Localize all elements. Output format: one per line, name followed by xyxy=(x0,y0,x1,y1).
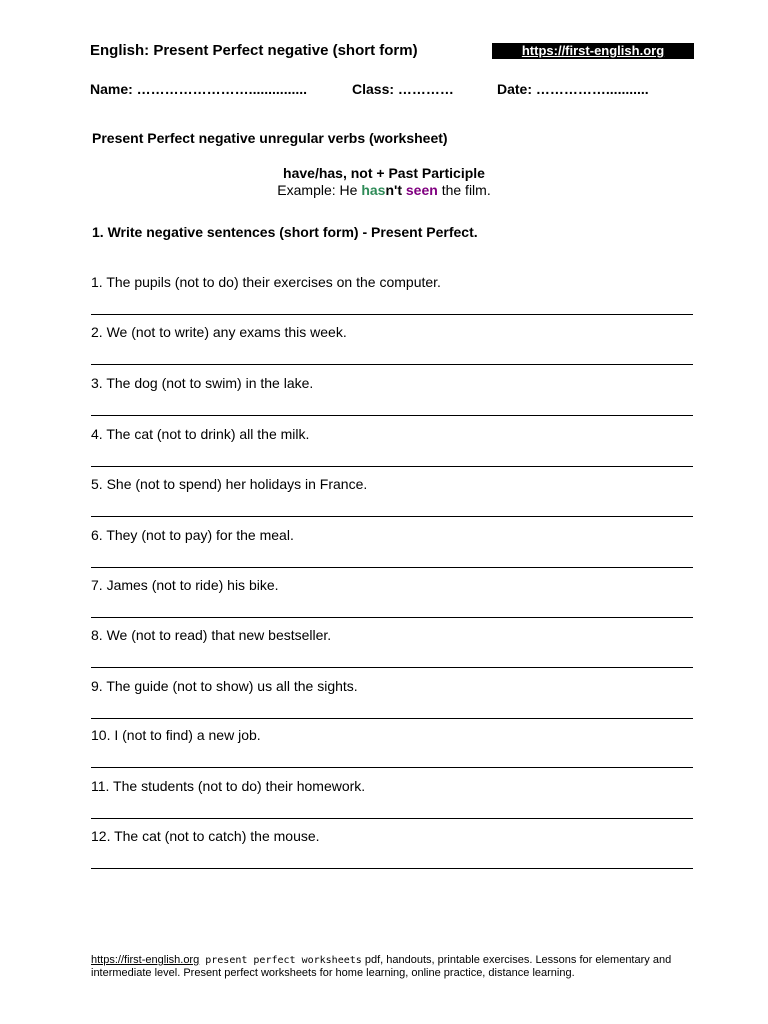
example-negation: n't xyxy=(385,182,402,198)
example-sentence xyxy=(0,182,768,198)
exercise-sentence: 3. The dog (not to swim) in the lake. xyxy=(91,375,314,391)
example-participle: seen xyxy=(405,182,438,198)
name-field: Name: ……………………............... xyxy=(90,81,308,97)
exercise-sentence: 4. The cat (not to drink) all the milk. xyxy=(91,426,310,442)
footer-keywords: present perfect worksheets xyxy=(199,955,362,966)
section-title: Present Perfect negative unregular verbs (worksheet) xyxy=(92,130,448,146)
exercise-sentence: 8. We (not to read) that new bestseller. xyxy=(91,627,332,643)
answer-line[interactable] xyxy=(91,868,693,869)
answer-line[interactable] xyxy=(91,516,693,517)
exercise-sentence: 2. We (not to write) any exams this week. xyxy=(91,324,347,340)
exercise-sentence: 5. She (not to spend) her holidays in France. xyxy=(91,476,368,492)
task-title: 1. Write negative sentences (short form) - Present Perfect. xyxy=(92,224,478,240)
exercise-sentence: 11. The students (not to do) their homework. xyxy=(91,778,366,794)
example-suffix: the film. xyxy=(437,182,491,198)
example-auxiliary: has xyxy=(361,182,386,198)
site-url-link[interactable]: https://first-english.org xyxy=(492,43,694,59)
answer-line[interactable] xyxy=(91,415,693,416)
answer-line[interactable] xyxy=(91,767,693,768)
exercise-sentence: 6. They (not to pay) for the meal. xyxy=(91,527,294,543)
grammar-formula: have/has, not + Past Participle xyxy=(283,165,485,181)
worksheet-title: English: Present Perfect negative (short form) xyxy=(90,42,418,59)
answer-line[interactable] xyxy=(91,718,693,719)
answer-line[interactable] xyxy=(91,667,693,668)
footer xyxy=(91,954,691,980)
answer-line[interactable] xyxy=(91,567,693,568)
footer-text: pdf, handouts, printable exercises. Lessons for elementary and intermediate level. Present perfect worksheets for home learning, online practice, distance learning. xyxy=(91,954,672,979)
answer-line[interactable] xyxy=(91,364,693,365)
exercise-sentence: 9. The guide (not to show) us all the sights. xyxy=(91,678,358,694)
answer-line[interactable] xyxy=(91,818,693,819)
exercise-sentence: 7. James (not to ride) his bike. xyxy=(91,577,279,593)
date-field: Date: ……………........... xyxy=(497,81,649,97)
exercise-sentence: 10. I (not to find) a new job. xyxy=(91,727,261,743)
example-prefix: Example: He xyxy=(277,182,362,198)
answer-line[interactable] xyxy=(91,617,693,618)
class-field: Class: ………… xyxy=(352,81,454,97)
exercise-sentence: 1. The pupils (not to do) their exercises on the computer. xyxy=(91,274,441,290)
answer-line[interactable] xyxy=(91,466,693,467)
answer-line[interactable] xyxy=(91,314,693,315)
exercise-sentence: 12. The cat (not to catch) the mouse. xyxy=(91,828,320,844)
footer-link[interactable]: https://first-english.org xyxy=(91,954,200,966)
